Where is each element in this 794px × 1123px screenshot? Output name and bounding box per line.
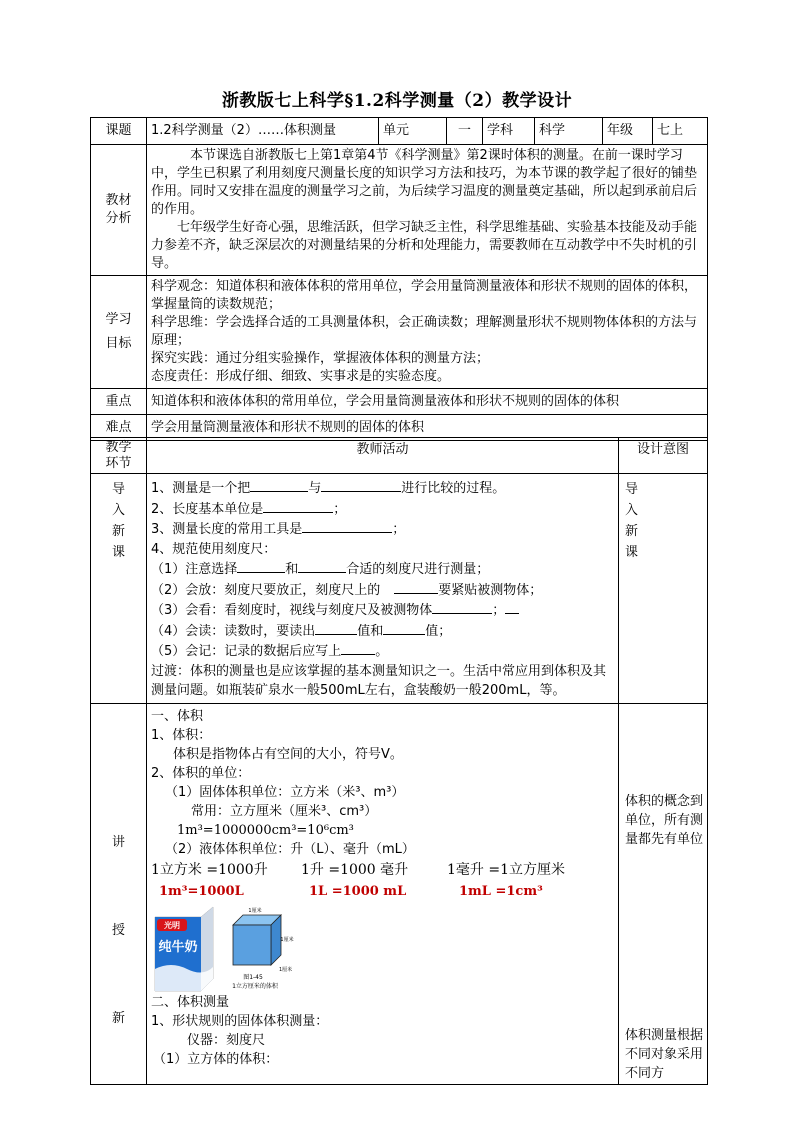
process-table	[90, 437, 708, 1085]
svg-text:纯牛奶: 纯牛奶	[158, 939, 198, 955]
objective-item: 科学观念：知道体积和液体体积的常用单位，学会用量筒测量液体和形状不规则的固体的体积，掌握量筒的读数规范；	[151, 279, 698, 312]
lecture-line: 2、体积的单位：	[151, 765, 251, 781]
svg-text:图1-45: 图1-45	[243, 973, 263, 981]
label-keypoint: 重点	[91, 389, 147, 415]
analysis-content	[147, 145, 708, 276]
lecture-line: 仪器：刻度尺	[187, 1032, 266, 1048]
intro-line: 1、测量是一个把 与 进行比较的过程。	[151, 478, 614, 499]
subject-value: 科学	[535, 118, 603, 145]
lecture-stage-label: 讲 授 新	[91, 703, 147, 1084]
header-table	[90, 117, 708, 441]
intro-line: （4）会读：读数时，要读出 值和 值；	[151, 621, 614, 642]
keypoint-text: 知道体积和液体体积的常用单位，学会用量筒测量液体和形状不规则的固体的体积	[147, 389, 708, 415]
lecture-line: 1、形状规则的固体体积测量：	[151, 1013, 329, 1029]
lecture-line: 常用：立方厘米（厘米³、cm³）	[191, 803, 378, 819]
svg-text:光明: 光明	[164, 920, 180, 930]
unit-value: 一	[447, 118, 483, 145]
col-stage-header: 教学 环节	[91, 438, 147, 474]
unit-equations: 1立方米 =1000升 1升 =1000 毫升 1毫升 =1立方厘米	[151, 861, 565, 878]
label-unit: 单元	[379, 118, 447, 145]
intro-intent: 导 入 新 课	[619, 474, 708, 704]
svg-text:1厘米: 1厘米	[248, 907, 262, 914]
intro-line: （5）会记：记录的数据后应写上 。	[151, 641, 614, 662]
svg-text:1厘米: 1厘米	[279, 966, 293, 973]
intro-line: （3）会看：看刻度时，视线与刻度尺及被测物体 ；	[151, 600, 614, 621]
unit-equations-symbol: 1m³=1000L 1L =1000 mL 1mL =1cm³	[159, 883, 543, 899]
intro-line: （2）会放：刻度尺要放正，刻度尺上的 要紧贴被测物体；	[151, 580, 614, 601]
lecture-line: （1）立方体的体积：	[153, 1051, 279, 1067]
label-objectives: 学习 目标	[91, 276, 147, 389]
lecture-line: 1、体积：	[151, 727, 212, 743]
cube-diagram-image	[225, 903, 295, 993]
grade-value: 七上	[653, 118, 708, 145]
label-analysis: 教材 分析	[91, 145, 147, 276]
lecture-activity	[147, 703, 619, 1084]
lecture-line: 1m³=1000000cm³=10⁶cm³	[177, 822, 354, 838]
intent-note: 体积的概念到单位，所有测量都先有单位	[625, 793, 704, 847]
intro-transition: 过渡：体积的测量也是应该掌握的基本测量知识之一。生活中常应用到体积及其测量问题。如瓶装矿泉水一般500mL左右，盒装酸奶一般200mL，等。	[151, 663, 607, 698]
intent-note: 体积测量根据不同对象采用不同方	[625, 1027, 704, 1081]
intro-line: 4、规范使用刻度尺：	[151, 541, 277, 557]
lecture-line: （1）固体体积单位：立方米（米³、m³）	[165, 784, 405, 800]
objectives-content	[147, 276, 708, 389]
lecture-line: 体积是指物体占有空间的大小，符号V。	[173, 746, 403, 762]
col-intent-header: 设计意图	[619, 438, 708, 474]
lecture-intent	[619, 703, 708, 1084]
analysis-paragraph: 本节课选自浙教版七上第1章第4节《科学测量》第2课时体积的测量。在前一课时学习中，学生已积累了利用刻度尺测量长度的知识学习方法和技巧，为本节课的教学起了很好的铺垫作用。同时又安排在温度的测量学习之前，为后续学习温度的测量奠定基础，所以起到承前启后的作用。	[151, 148, 698, 217]
analysis-paragraph: 七年级学生好奇心强，思维活跃，但学习缺乏主性，科学思维基础、实验基本技能及动手能力参差不齐，缺乏深层次的对测量结果的分析和处理能力，需要教师在互动教学中不失时机的引导。	[151, 220, 698, 271]
svg-text:1立方厘米的体积: 1立方厘米的体积	[232, 982, 278, 990]
objective-item: 探究实践：通过分组实验操作，掌握液体体积的测量方法；	[151, 351, 490, 366]
col-activity-header: 教师活动	[147, 438, 619, 474]
lecture-line: （2）液体体积单位：升（L）、毫升（mL）	[165, 841, 415, 857]
illustrations	[151, 903, 614, 993]
objective-item: 科学思维：学会选择合适的工具测量体积，会正确读数；理解测量形状不规则物体体积的方法与原理；	[151, 315, 698, 348]
intro-activity	[147, 474, 619, 704]
objective-item: 态度责任：形成仔细、细致、实事求是的实验态度。	[151, 369, 451, 384]
section-heading: 二、体积测量	[151, 994, 230, 1010]
difficulty-text: 学会用量筒测量液体和形状不规则的固体的体积	[147, 415, 708, 441]
label-subject: 学科	[483, 118, 535, 145]
topic-value: 1.2科学测量（2）……体积测量	[147, 118, 379, 145]
label-topic: 课题	[91, 118, 147, 145]
intro-line: 2、长度基本单位是 ；	[151, 499, 614, 520]
intro-line: 3、测量长度的常用工具是 ；	[151, 519, 614, 540]
milk-carton-image	[151, 903, 217, 993]
intro-stage-label: 导 入 新 课	[91, 474, 147, 704]
label-difficulty: 难点	[91, 415, 147, 441]
label-grade: 年级	[603, 118, 653, 145]
section-heading: 一、体积	[151, 708, 204, 724]
intro-line: （1）注意选择 和 合适的刻度尺进行测量；	[151, 559, 614, 580]
page-title: 浙教版七上科学§1.2科学测量（2）教学设计	[221, 91, 573, 111]
svg-text:1厘米: 1厘米	[280, 936, 294, 943]
